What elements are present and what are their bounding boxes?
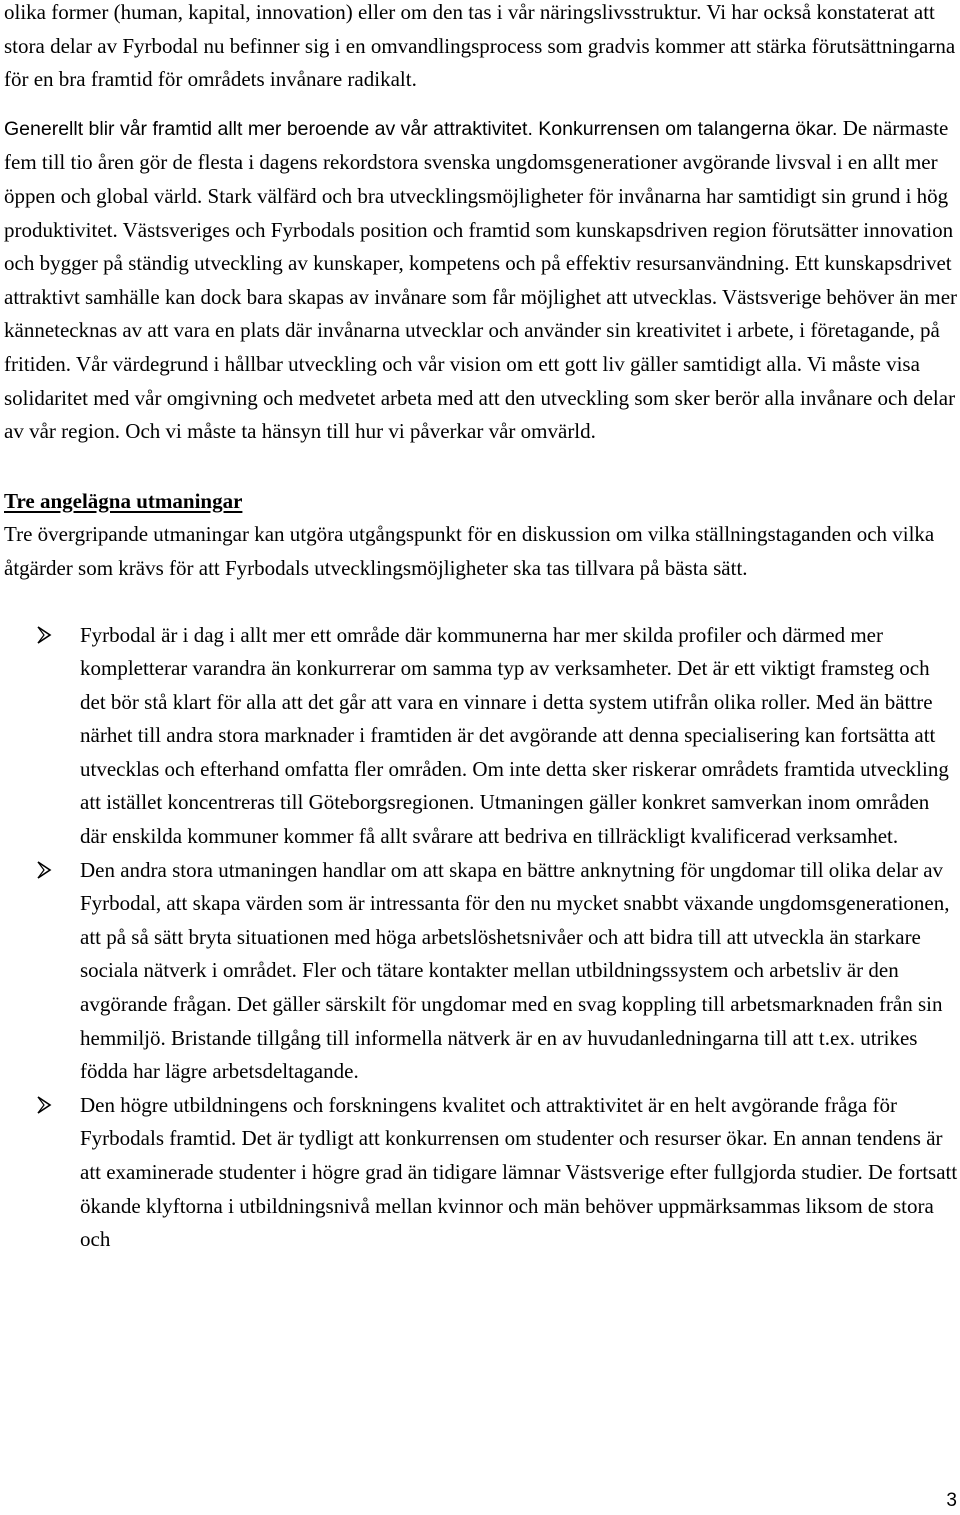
arrowhead-bullet-icon	[36, 619, 60, 652]
section-heading: Tre angelägna utmaningar	[4, 488, 243, 513]
section-intro: Tre övergripande utmaningar kan utgöra utgångspunkt för en diskussion om vilka ställningstaganden och vilka åtgärder som krävs för att Fyrbodals utvecklingsmöjligheter ska tas tillvara på bästa sätt.	[4, 522, 935, 580]
list-item-text: Den högre utbildningens och forskningens kvalitet och attraktivitet är en helt avgörande fråga för Fyrbodals framtid. Det är tydligt att konkurrensen om studenter och resurser ökar. En annan tendens är att examinerade studenter i högre grad än tidigare lämnar Västsverige efter fullgjorda studier. De fortsatt ökande klyftorna i utbildningsnivå mellan kvinnor och män behöver uppmärksammas liksom de stora och	[80, 1092, 958, 1252]
body-paragraph-1: olika former (human, kapital, innovation) eller om den tas i vår näringslivsstruktur. Vi har också konstaterat att stora delar av Fyrbodal nu befinner sig i en omvandlingsprocess som gradvis kommer att stärka förutsättningarna för en bra framtid för områdets invånare radikalt.	[4, 0, 956, 92]
paragraph-lead-sentence: Generellt blir vår framtid allt mer beroende av vår attraktivitet. Konkurrensen om talangerna ökar.	[4, 117, 838, 140]
list-item	[4, 854, 958, 1089]
arrowhead-bullet-icon	[36, 854, 60, 887]
document-page	[4, 0, 958, 1257]
list-item-text: Den andra stora utmaningen handlar om att skapa en bättre anknytning för ungdomar till olika delar av Fyrbodal, att skapa värden som är intressanta för den nu mycket snabbt växande ungdomsgenerationen, att på så sätt bryta situationen med höga arbetslöshetsnivåer och att bidra till att utveckla än starkare sociala nätverk i området. Fler och tätare kontakter mellan utbildningssystem och arbetsliv är den avgörande frågan. Det gäller särskilt för ungdomar med en svag koppling till arbetsmarknaden från sin hemmiljö. Bristande tillgång till informella nätverk är en av huvudanledningarna till att t.ex. utrikes födda har lägre arbetsdeltagande.	[80, 857, 950, 1084]
list-item	[4, 1089, 958, 1257]
page-number: 3	[946, 1490, 957, 1511]
paragraph-continuation: De närmaste fem till tio åren gör de flesta i dagens rekordstora svenska ungdomsgenerationer avgörande livsval i en allt mer öppen och global värld. Stark välfärd och bra utvecklingsmöjligheter för invånarna har samtidigt sin grund i hög produktivitet. Västsveriges och Fyrbodals position och framtid som kunskapsdriven region förutsätter innovation och bygger på ständig utveckling av kunskaper, kompetens och på effektiv resursanvändning. Ett kunskapsdrivet attraktivt samhälle kan dock bara skapas av invånare som får möjlighet att utvecklas. Västsverige behöver än mer kännetecknas av att vara en plats där invånarna utvecklar och använder sin kreativitet i arbete, i företagande, på fritiden. Vår värdegrund i hållbar utveckling och vår vision om ett gott liv gäller samtidigt alla. Vi måste visa solidaritet med vår omgivning och medvetet arbeta med att den utveckling som sker berör alla invånare och delar av vår region. Och vi måste ta hänsyn till hur vi påverkar vår omvärld.	[4, 115, 958, 444]
list-item	[4, 619, 958, 854]
list-item-text: Fyrbodal är i dag i allt mer ett område där kommunerna har mer skilda profiler och därmed mer kompletterar varandra än konkurrerar om samma typ av verksamheter. Det är ett viktigt framsteg och det bör stå klart för alla att det går att vara en vinnare i detta system utifrån olika roller. Med än bättre närhet till andra stora marknader i framtiden är det avgörande att denna specialisering kan fortsätta att utvecklas och efterhand omfatta fler områden. Om inte detta sker riskerar områdets framtida utveckling att istället koncentreras till Göteborgsregionen. Utmaningen gäller konkret samverkan inom områden där enskilda kommuner kommer få allt svårare att bedriva en tillräckligt kvalificerad verksamhet.	[80, 622, 949, 849]
challenges-list	[4, 619, 958, 1257]
arrowhead-bullet-icon	[36, 1089, 60, 1122]
body-paragraph-2	[4, 112, 958, 449]
